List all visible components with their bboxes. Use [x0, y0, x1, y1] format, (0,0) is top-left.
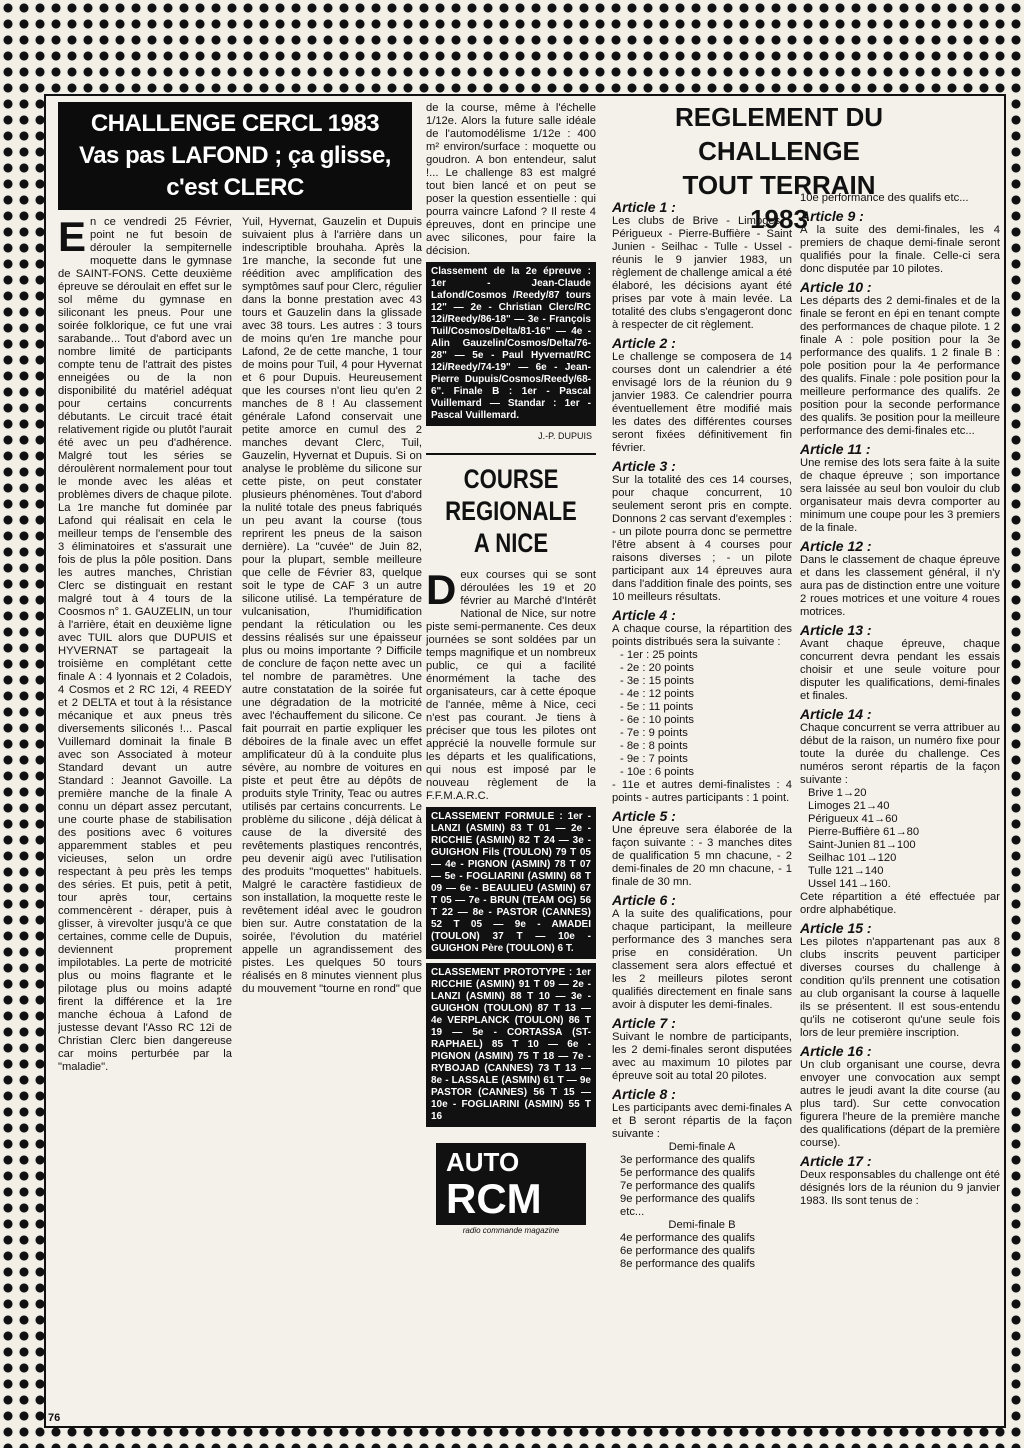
demi-finale-a-list [620, 1154, 792, 1219]
article-11-text: Une remise des lots sera faite à la suite de chaque épreuve ; son importance sera laissée au seul bon vouloir du club organisateur mais devra comporter au minimum une coupe pour les 3 premiers de la finale. [800, 457, 1000, 534]
column-4 [612, 196, 792, 1416]
number-range-item: Limoges 21→40 [808, 800, 890, 812]
article-1-text: Les clubs de Brive - Limoges - Périgueux - Pierre-Buffière - Saint Junien - Seilhac - Tulle - Ussel - réunis le 9 janvier 1983, un règlement de challenge amical a été élaboré, les décisions ayant été prises par vote à main levée. La totalité des clubs s'engageront donc à respecter de cit règlement. [612, 215, 792, 331]
author-signature: J.-P. DUPUIS [538, 431, 592, 441]
article-7-heading: Article 7 : [612, 1015, 676, 1031]
autorcm-logo-graphic [426, 1137, 596, 1237]
drop-cap: E [58, 216, 87, 260]
demi-finale-a-item: etc... [620, 1206, 645, 1218]
number-range-item: Tulle 121→140 [808, 865, 884, 877]
article-4-text: A chaque course, la répartition des points distribués sera la suivante : [612, 623, 792, 648]
article-17-text: Deux responsables du challenge ont été désignés lors de la réunion du 9 janvier 1983. Ils sont tenus de : [800, 1169, 1000, 1207]
points-item: - 9e : 7 points [620, 753, 688, 765]
article-1-heading: Article 1 : [612, 199, 676, 215]
points-item: - 5e : 11 points [620, 701, 694, 713]
number-range-item: Seilhac 101→120 [808, 852, 897, 864]
divider [426, 453, 596, 455]
logo-sub-text: radio commande magazine [462, 1226, 560, 1235]
article-7-text: Suivant le nombre de participants, les 2 demi-finales seront disputées avec au maximum 10 pilotes par épreuve soit au total 20 pilotes. [612, 1031, 792, 1082]
article-2-heading: Article 2 : [612, 335, 676, 351]
points-item: - 3e : 15 points [620, 675, 695, 687]
article-body-1: n ce vendredi 25 Février, point ne fut besoin de dérouler la sempiternelle moquette dans le gymnase de SAINT-FONS. Cette deuxième épreuve se déroulait en effet sur le sol même du gymnase en siliconant les pneus. Pour une soirée folklorique, ce fut une vrai sarabande... Tout d'abord avec un nombre limité de participants compte tenu de l'attrait des pistes enneigées ou de la non disponibilité du matériel adéquat pour certains concurrents débutants. Le circuit tracé était relativement rigide ou plutôt l'aurait été avec un peu d'adhérence. Malgré tout les séries se déroulèrent normalement pour tout le monde avec les aléas et problèmes divers de chaque pilote. La 1re manche fut dominée par Lafond qui réalisait en cela le meilleur temps de l'ensemble des 3 éliminatoires et s'assurait une fois de plus la pôle position. Dans les autres manches, Christian Clerc se distinguait en restant malgré tout à 4 tours de la Coosmos n° 1. GAUZELIN, un tour à l'arrière, était en deuxième ligne avec TUIL alors que DUPUIS et HYVERNAT se partageait la troisième en complétant cette finale A : 4 lyonnais et 2 Coladois, 4 Cosmos et 2 RC 12i, 4 REEDY et 2 DELTA et tout à la résistance mécanique et aux pneus très diversements siliconés !... Pascal Vuillemard dominait la finale B avec son Associated à moteur Standard devant un autre Standard : Jeannot Gavoille. La première manche de la finale A connu un départ assez percutant, une courte phase de stabilisation des positions avec 6 voitures apparemment stables et peu vicieuses, selon un ordre respectant à peu près les temps des séries. Et puis, petit à petit, tour après tour, certains commencèrent - déraper, puis à glisser, à virevolter jusqu'à ce que certaines, comme celle de Dupuis, deviennent proprement impilotables. La perte de motricité plus ou moins flagrante et le pilotage plus ou moins adapté firent la différence et la 1re manche échoua à Lafond de justesse devant l'Asso RC 12i de Christian Clerc bien dangereuse car moins perturbée par la "maladie". [58, 216, 232, 1073]
demi-finale-a-item: 9e performance des qualifs [620, 1193, 755, 1205]
article-17-heading: Article 17 : [800, 1153, 872, 1169]
points-item: - 10e : 6 points [620, 766, 695, 778]
logo-main-text: RCM [446, 1175, 542, 1222]
article-15-heading: Article 15 : [800, 920, 872, 936]
points-item: - 4e : 12 points [620, 688, 695, 700]
article-14-heading: Article 14 : [800, 706, 872, 722]
column-5 [800, 192, 1000, 1416]
article-5-heading: Article 5 : [612, 808, 676, 824]
article-11-heading: Article 11 : [800, 441, 871, 457]
article-2-text: Le challenge se composera de 14 courses dont un calendrier a été envisagé lors de la réunion du 9 janvier 1983. Ce calendrier pourra éventuellement être modifié mais les dates des différentes courses seront fixées définitivement fin février. [612, 351, 792, 454]
article-8-text: Les participants avec demi-finales A et B seront répartis de la façon suivante : [612, 1102, 792, 1140]
column-2 [242, 216, 422, 1416]
article-3-heading: Article 3 : [612, 458, 676, 474]
article-16-heading: Article 16 : [800, 1043, 872, 1059]
points-item: - 6e : 10 points [620, 714, 695, 726]
article-5-text: Une épreuve sera élaborée de la façon suivante : - 3 manches dites de qualification 5 mn chacune, - 2 demi-finales de 20 mn chacune, - 1 finale de 30 mn. [612, 824, 792, 888]
article-16-text: Un club organisant une course, devra envoyer une convocation aux sempt autres le jeudi avant la dite course (au plus tard). Sur cette convocation figurera l'heure de la première manche des qualifications (départ de la première course). [800, 1059, 1000, 1149]
reglement-title-line-2: TOUT TERRAIN [682, 170, 876, 200]
number-range-item: Brive 1→20 [808, 787, 867, 799]
magazine-page [44, 94, 1006, 1428]
column-5-start: 10e performance des qualifs etc... [800, 192, 969, 204]
title-line-3: c'est CLERC [166, 174, 304, 201]
column-3 [426, 102, 596, 1422]
article-3-text: Sur la totalité des ces 14 courses, pour chaque concurrent, 10 seulement seront pris en compte. Donnons 2 cas servant d'exemples : - un pilote pourra donc se permettre l'être absent à 4 courses pour raisons diverses ; - un pilote participant aux 14 épreuves aura dans l'addition finale des points, ses 10 meilleurs résultats. [612, 474, 792, 603]
number-range-item: Ussel 141→160. [808, 878, 891, 890]
demi-finale-b-item: 4e performance des qualifs [620, 1232, 755, 1244]
title-line-1: CHALLENGE CERCL 1983 [90, 110, 380, 137]
demi-finale-a-item: 7e performance des qualifs [620, 1180, 755, 1192]
autorcm-logo [426, 1137, 596, 1241]
column-1 [58, 216, 232, 1416]
results-box-formule: CLASSEMENT FORMULE : 1er - LANZI (ASMIN) 83 T 01 — 2e - RICCHIE (ASMIN) 82 T 24 — 3e - GUIGHON Fils (TOULON) 79 T 05 — 4e - PIGNON (ASMIN) 78 T 07 — 5e - FOGLIARINI (ASMIN) 68 T 09 — 6e - BEAULIEU (ASMIN) 67 T 05 — 7e - BRUN (TEAM OG) 56 T 22 — 8e - PASTOR (CANNES) 52 T 05 — 9e - AMADEI (TOULON) 37 T — 10e - GUIGHON Père (TOULON) 6 T. [426, 807, 596, 959]
number-range-item: Périgueux 41→60 [808, 813, 898, 825]
results-box-prototype: CLASSEMENT PROTOTYPE : 1er RICCHIE (ASMIN) 91 T 09 — 2e - LANZI (ASMIN) 88 T 10 — 3e - GUIGHON (TOULON) 87 T 13 — 4e VERPLANCK (TOULON) 86 T 19 — 5e - CORTASSA (ST-RAPHAEL) 85 T 10 — 6e - PIGNON (ASMIN) 75 T 18 — 7e - RYBOJAD (CANNES) 73 T 13 — 8e - LASSALE (ASMIN) 61 T — 9e PASTOR (CANNES) 56 T 15 — 10e - FOGLIARINI (ASMIN) 55 T 16 [426, 963, 596, 1127]
number-range-item: Saint-Junien 81→100 [808, 839, 916, 851]
article-4-text-b: - 11e et autres demi-finalistes : 4 points - autres participants : 1 point. [612, 779, 792, 804]
nice-title [441, 463, 580, 559]
nice-drop-cap: D [426, 566, 457, 613]
results-box-2nd-event: Classement de la 2e épreuve : 1er - Jean-Claude Lafond/Cosmos /Reedy/87 tours 12" — 2e - Christian Clerc/RC 12i/Reedy/86-18" — 3e - François Tuil/Cosmos/Delta/81-16" — 4e - Alin Gauzelin/Cosmos/Delta/76-28" — 5e - Paul Hyvernat/RC 12i/Reedy/74-19" — 6e - Jean-Pierre Dupuis/Cosmos/Reedy/68-6". Finale B : 1er - Pascal Vuillemard — Standar : 1er - Pascal Vuillemard. [426, 262, 596, 426]
logo-top-text: AUTO [446, 1147, 520, 1177]
article-9-heading: Article 9 : [800, 208, 864, 224]
demi-finale-b-item: 8e performance des qualifs [620, 1258, 755, 1270]
article-12-text: Dans le classement de chaque épreuve et dans les classement général, il n'y aura pas de distinction entre une voiture 2 roues motrices et une voiture 4 roues motrices. [800, 554, 1000, 618]
number-range-item: Pierre-Buffière 61→80 [808, 826, 920, 838]
reglement-title-line-1: REGLEMENT DU CHALLENGE [675, 102, 883, 166]
points-item: - 8e : 8 points [620, 740, 688, 752]
points-item: - 1er : 25 points [620, 649, 698, 661]
demi-finale-a-heading: Demi-finale A [668, 1141, 736, 1153]
article-8-heading: Article 8 : [612, 1086, 676, 1102]
nice-title-line-1: COURSE [463, 464, 559, 494]
article-6-text: A la suite des qualifications, pour chaque participant, la meilleure performance des 3 manches sera prise en considération. Un classement sera alors effectué et les 2 meilleurs pilotes seront qualifiés directement en finale sans avoir à disputer les demi-finales. [612, 908, 792, 1011]
title-line-2: Vas pas LAFOND ; ça glisse, [79, 142, 391, 169]
points-list [620, 649, 792, 779]
article-15-text: Les pilotes n'appartenant pas aux 8 clubs inscrits peuvent participer diverses courses du challenge à condition qu'ils prennent une cotisation au club organisant la course à laquelle ils se présentent. Il est sous-entendu qu'ils ne cotiseront qu'une seule fois lors de leur première inscription. [800, 936, 1000, 1039]
article-10-text: Les départs des 2 demi-finales et de la finale se feront en épi en tenant compte des performances de chaque pilote. 1 2 finale A : pole position pour la 3e performance des qualifs. 1 2 finale B : pole position pour la 4e performance des qualifs. Finale : pole position pour la meilleure performance des qualifs. 2e position pour la seconde performance des qualifs. 3e position pour la meilleure performance des demi-finales etc... [800, 295, 1000, 437]
points-item: - 2e : 20 points [620, 662, 695, 674]
article-13-text: Avant chaque épreuve, chaque concurrent devra pendant les essais choisir et une seule voiture pour disputer les qualifications, demi-finales et finales. [800, 638, 1000, 702]
nice-title-line-2: REGIONALE [445, 496, 577, 526]
nice-body: eux courses qui se sont déroulées les 19 et 20 février au Marché d'Intérêt National de Nice, sur notre piste semi-permanente. Ces deux journées se sont soldées par un temps magnifique et un nombreux public, ce qui a facilité énormément la tache des organisateurs, car à cette époque de l'année, même à Nice, ceci n'est pas courant. Je tiens à préciser que tous les pilotes ont apprécié la nouvelle formule sur les départs et les qualifications, qui nous est imposé par le nouveau règlement de la F.F.M.A.R.C. [426, 569, 596, 802]
article-title-banner [58, 102, 412, 210]
article-9-text: A la suite des demi-finales, les 4 premiers de chaque demi-finale seront qualifiés pour la finale. Celle-ci sera donc disputée par 10 pilotes. [800, 224, 1000, 275]
reglement-title-line-3: 1983 [750, 204, 808, 234]
article-13-heading: Article 13 : [800, 622, 872, 638]
demi-finale-b-item: 6e performance des qualifs [620, 1245, 755, 1257]
article-14-text-b: Cete répartition a été effectuée par ordre alphabétique. [800, 891, 1000, 916]
demi-finale-a-item: 5e performance des qualifs [620, 1167, 755, 1179]
article-body-2: Yuil, Hyvernat, Gauzelin et Dupuis suivaient plus à l'arrière dans un indescriptible brouhaha. Après la 1re manche, la seconde fut une réédition avec amplification des symptômes sauf pour Clerc, régulier dans la bonne prestation avec 43 tours et Gauzelin dans la glissade avec 38 tours. Les autres : 3 tours de moins qu'en 1re manche pour Lafond, 2e de cette manche, 1 tour de moins pour Tuil, 4 pour Hyvernat et 6 pour Dupuis. Heureusement que les courses n'ont lieu qu'en 2 manches de 8 ! Au classement générale Lafond conservait une petite amorce en cumul des 2 manches devant Clerc, Tuil, Gauzelin, Hyvernat et Dupuis. Si on analyse le problème du silicone sur cette piste, on peut constater plusieurs phénomènes. Tout d'abord la nulité totale des pneus fabriqués un peu avant la course (tous reprirent les pneus de la saison dernière). La "cuvée" de Juin 82, pour la plupart, semble meilleure que celle de Février 83, quelque soit le type de CAF 3 un autre silicone utilisé. La température de vulcanisation, l'humidification pendant la réticulation ou les dessins réalisés sur une épaisseur plus ou moins importante ? Difficile de conclure de façon nette avec un tel nombre de paramètres. Une autre constatation de la soirée fut une dégradation de la motricité avec l'échauffement du silicone. Ce fait pourrait en partie expliquer les déboires de la finale avec un effet amplificateur dû à la conduite plus sévère, au nombre de voitures en piste et peut être au dépôts de produits style Trinity, Teac ou autres utilisés par certains concurrents. Le problème du silicone , déjà délicat à cause de la diversité des revêtements plastiques rencontrés, peu devenir aigü avec l'utilisation des produits "moquettes" habituels. Malgré le caractère fastidieux de son installation, la moquette reste le revêtement idéal avec le goudron bien sur. Autre constatation de la soirée, l'évolution du matériel appelle un agrandissement des pistes. Les quelques 50 tours réalisés en 8 minutes viennent plus du mouvement "tourne en rond" que [242, 216, 422, 995]
article-14-text: Chaque concurrent se verra attribuer au début de la raison, un numéro fixe pour toute la durée du challenge. Ces numéros seront répartis de la façon suivante : [800, 722, 1000, 786]
article-10-heading: Article 10 : [800, 279, 872, 295]
nice-title-line-3: A NICE [473, 528, 549, 558]
article-12-heading: Article 12 : [800, 538, 872, 554]
demi-finale-b-list [620, 1232, 792, 1271]
number-ranges [808, 787, 1000, 891]
article-6-heading: Article 6 : [612, 892, 676, 908]
demi-finale-b-heading: Demi-finale B [668, 1219, 736, 1231]
demi-finale-a-item: 3e performance des qualifs [620, 1154, 755, 1166]
article-body-3: de la course, même à l'échelle 1/12e. Alors la future salle idéale de l'automodélisme 1/12e : 400 m² environ/surface : moquette ou goudron. A bon entendeur, salut !... Le challenge 83 est malgré tout bien lancé et on peut se poser la question essentielle : qui pourra vaincre Lafond ? Il reste 4 épreuves, dont en principe une avec silicones, pour faire la décision. [426, 102, 596, 257]
points-item: - 7e : 9 points [620, 727, 688, 739]
article-4-heading: Article 4 : [612, 607, 676, 623]
page-number: 76 [48, 1412, 61, 1424]
